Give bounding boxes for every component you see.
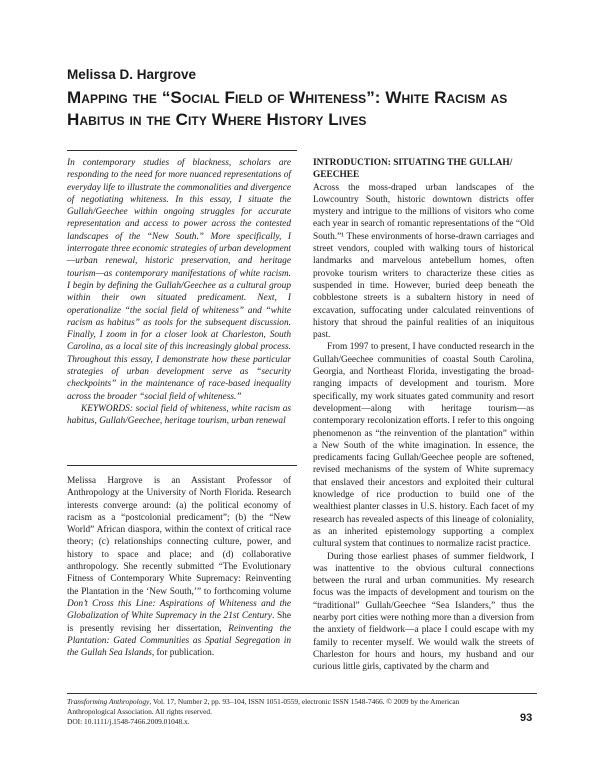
bio-part-3: , for publication. xyxy=(151,648,215,659)
author-name: Melissa D. Hargrove xyxy=(67,67,197,82)
footer-citation xyxy=(67,697,487,727)
top-rule xyxy=(67,150,297,151)
footer-rule xyxy=(67,693,537,694)
bio-book-title: Don’t Cross this Line: Aspirations of Whiteness and the Globalization of White Supremacy in the 21st Century xyxy=(67,598,291,622)
paragraph-2: From 1997 to present, I have conducted research in the Gullah/Geechee communities of coastal South Carolina, Georgia, and Northeast Florida, investigating the broad-ranging impacts of development and tourism. More specifically, my work situates gated community and resort development—along with heritage tourism—as contemporary recolonization efforts. I refer to this ongoing phenomenon as “the reinvention of the plantation” within a New South of the white imagination. In essence, the predicaments facing Gullah/Geechee people are softened, revised mechanisms of the system of White supremacy that enslaved their ancestors and exploited their cultural knowledge of rice production to build one of the wealthiest planter classes in U.S. history. Each facet of my research has revealed aspects of this lineage of coloniality, as an inherited epistemology supporting a complex cultural system that continues to normalize racist practice. xyxy=(313,342,534,550)
citation-text: , Vol. 17, Number 2, pp. 93–104, ISSN 1051-0559, electronic ISSN 1548-7466. © 2009 by the American Anthropological Association. All rights reserved. xyxy=(67,697,460,716)
keywords: KEYWORDS: social field of whiteness, white racism as habitus, Gullah/Geechee, heritage tourism, urban renewal xyxy=(67,403,291,427)
author-bio-text xyxy=(67,475,291,659)
doi-text: DOI: 10.1111/j.1548-7466.2009.01048.x. xyxy=(67,717,190,726)
bio-dissertation-title: Reinventing the Plantation: Gated Communities as Spatial Segregation in the Gullah Sea Islands xyxy=(67,623,291,659)
page-number: 93 xyxy=(520,712,533,724)
author-bio xyxy=(67,475,291,659)
bio-part-2: . She is presently revising her dissertation, xyxy=(67,611,291,634)
paragraph-1: Across the moss-draped urban landscapes of the Lowcountry South, historic downtown districts offer mystery and intrigue to the millions of visitors who come each year in search of romantic representations of the “Old South.”¹ These environments of horse-drawn carriages and street vendors, coupled with walking tours of historical landmarks and marvelous antebellum homes, often provoke tourism writers to characterize these cities as suspended in time. However, buried deep beneath the cobblestone streets is a subaltern history in need of excavation, suffocating under calculated reinventions of history that shroud the painful realities of an iniquitous past. xyxy=(313,182,534,341)
abstract xyxy=(67,157,291,428)
bio-part-1: Melissa Hargrove is an Assistant Professor of Anthropology at the University of North Florida. Research interests converge around: (a) the political economy of racism as a “postcolonial predicament”; (b) the “New World” African diaspora, within the context of critical race theory; (c) relationships connecting culture, power, and history to space and place; and (d) collaborative anthropology. She recently submitted “The Evolutionary Fitness of Contemporary White Supremacy: Reinventing the Plantation in the ‘New South,’” to forthcoming volume xyxy=(67,476,291,597)
article-title: Mapping the “Social Field of Whiteness”: White Racism as Habitus in the City Where History Lives xyxy=(67,88,508,129)
abstract-text: In contemporary studies of blackness, scholars are responding to the need for more nuanced representations of everyday life to illustrate the commonalities and divergence of negotiating whiteness. In this essay, I situate the Gullah/Geechee within ongoing struggles for accurate representation and access to power across the contested landscapes of the “New South.” More specifically, I interrogate three economic strategies of urban development—urban renewal, historic preservation, and heritage tourism—as contemporary manifestations of white racism. I begin by defining the Gullah/Geechee as a cultural group within their own situated predicament. Next, I operationalize “the social field of whiteness” and “white racism as habitus” as tools for the subsequent discussion. Finally, I zoom in for a closer look at Charleston, South Carolina, as a local site of this increasingly global process. Throughout this essay, I demonstrate how these particular strategies of urban development serve as “security checkpoints” in the maintenance of race-based inequality across the broader “social field of whiteness.” xyxy=(67,158,291,402)
paragraph-3: During those earliest phases of summer fieldwork, I was inattentive to the obvious cultural connections between the rural and urban communities. My research focus was the impacts of development and tourism on the “traditional” Gullah/Geechee “Sea Islanders,” thus the nearby port cities were nothing more than a diversion from the anxiety of fieldwork—a place I could escape with my family to recenter myself. We would walk the streets of Charleston for hours and hours, my husband and our curious little girls, captivated by the charm and xyxy=(313,551,534,673)
journal-name: Transforming Anthropology xyxy=(67,697,150,706)
abstract-rule xyxy=(67,465,297,466)
main-text-column xyxy=(313,157,534,673)
section-heading: INTRODUCTION: SITUATING THE GULLAH/ GEECHEE xyxy=(313,158,513,181)
